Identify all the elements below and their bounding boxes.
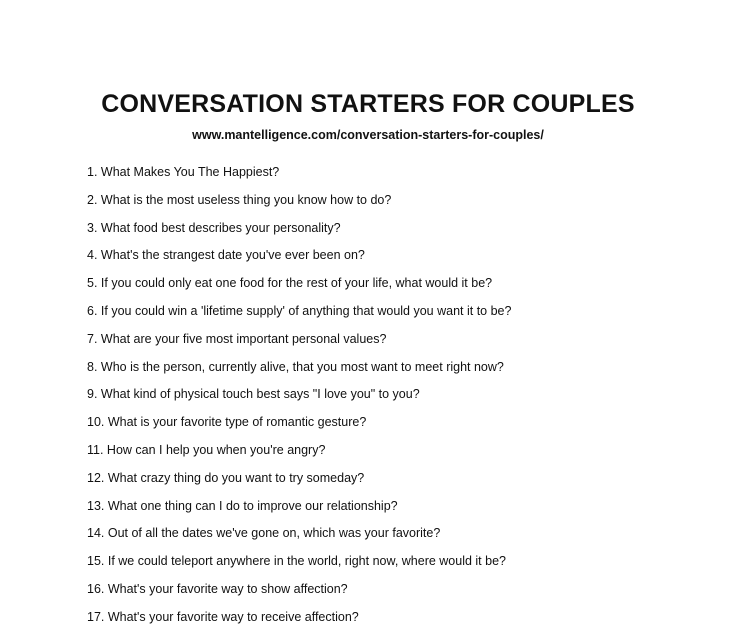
list-item: 6. If you could win a 'lifetime supply' of anything that would you want it to be? [87, 303, 512, 318]
list-item: 9. What kind of physical touch best says "I love you" to you? [87, 387, 420, 402]
list-item: 11. How can I help you when you're angry? [87, 442, 326, 457]
list-item: 16. What's your favorite way to show affection? [87, 581, 348, 596]
question-list [87, 164, 511, 637]
list-item: 1. What Makes You The Happiest? [87, 165, 280, 179]
list-item: 13. What one thing can I do to improve our relationship? [87, 498, 398, 513]
list-item: 8. Who is the person, currently alive, that you most want to meet right now? [87, 359, 504, 374]
list-item: 17. What's your favorite way to receive affection? [87, 609, 359, 624]
source-url: www.mantelligence.com/conversation-starters-for-couples/ [192, 128, 544, 142]
list-item: 3. What food best describes your personality? [87, 220, 341, 235]
list-item: 12. What crazy thing do you want to try someday? [87, 470, 365, 485]
list-item: 4. What's the strangest date you've ever been on? [87, 248, 365, 263]
list-item: 15. If we could teleport anywhere in the world, right now, where would it be? [87, 554, 506, 569]
list-item: 2. What is the most useless thing you know how to do? [87, 192, 392, 207]
list-item: 10. What is your favorite type of romantic gesture? [87, 415, 367, 430]
page-title: CONVERSATION STARTERS FOR COUPLES [101, 90, 635, 118]
list-item: 5. If you could only eat one food for the rest of your life, what would it be? [87, 276, 493, 291]
list-item: 14. Out of all the dates we've gone on, which was your favorite? [87, 526, 441, 541]
list-item: 7. What are your five most important personal values? [87, 331, 387, 346]
